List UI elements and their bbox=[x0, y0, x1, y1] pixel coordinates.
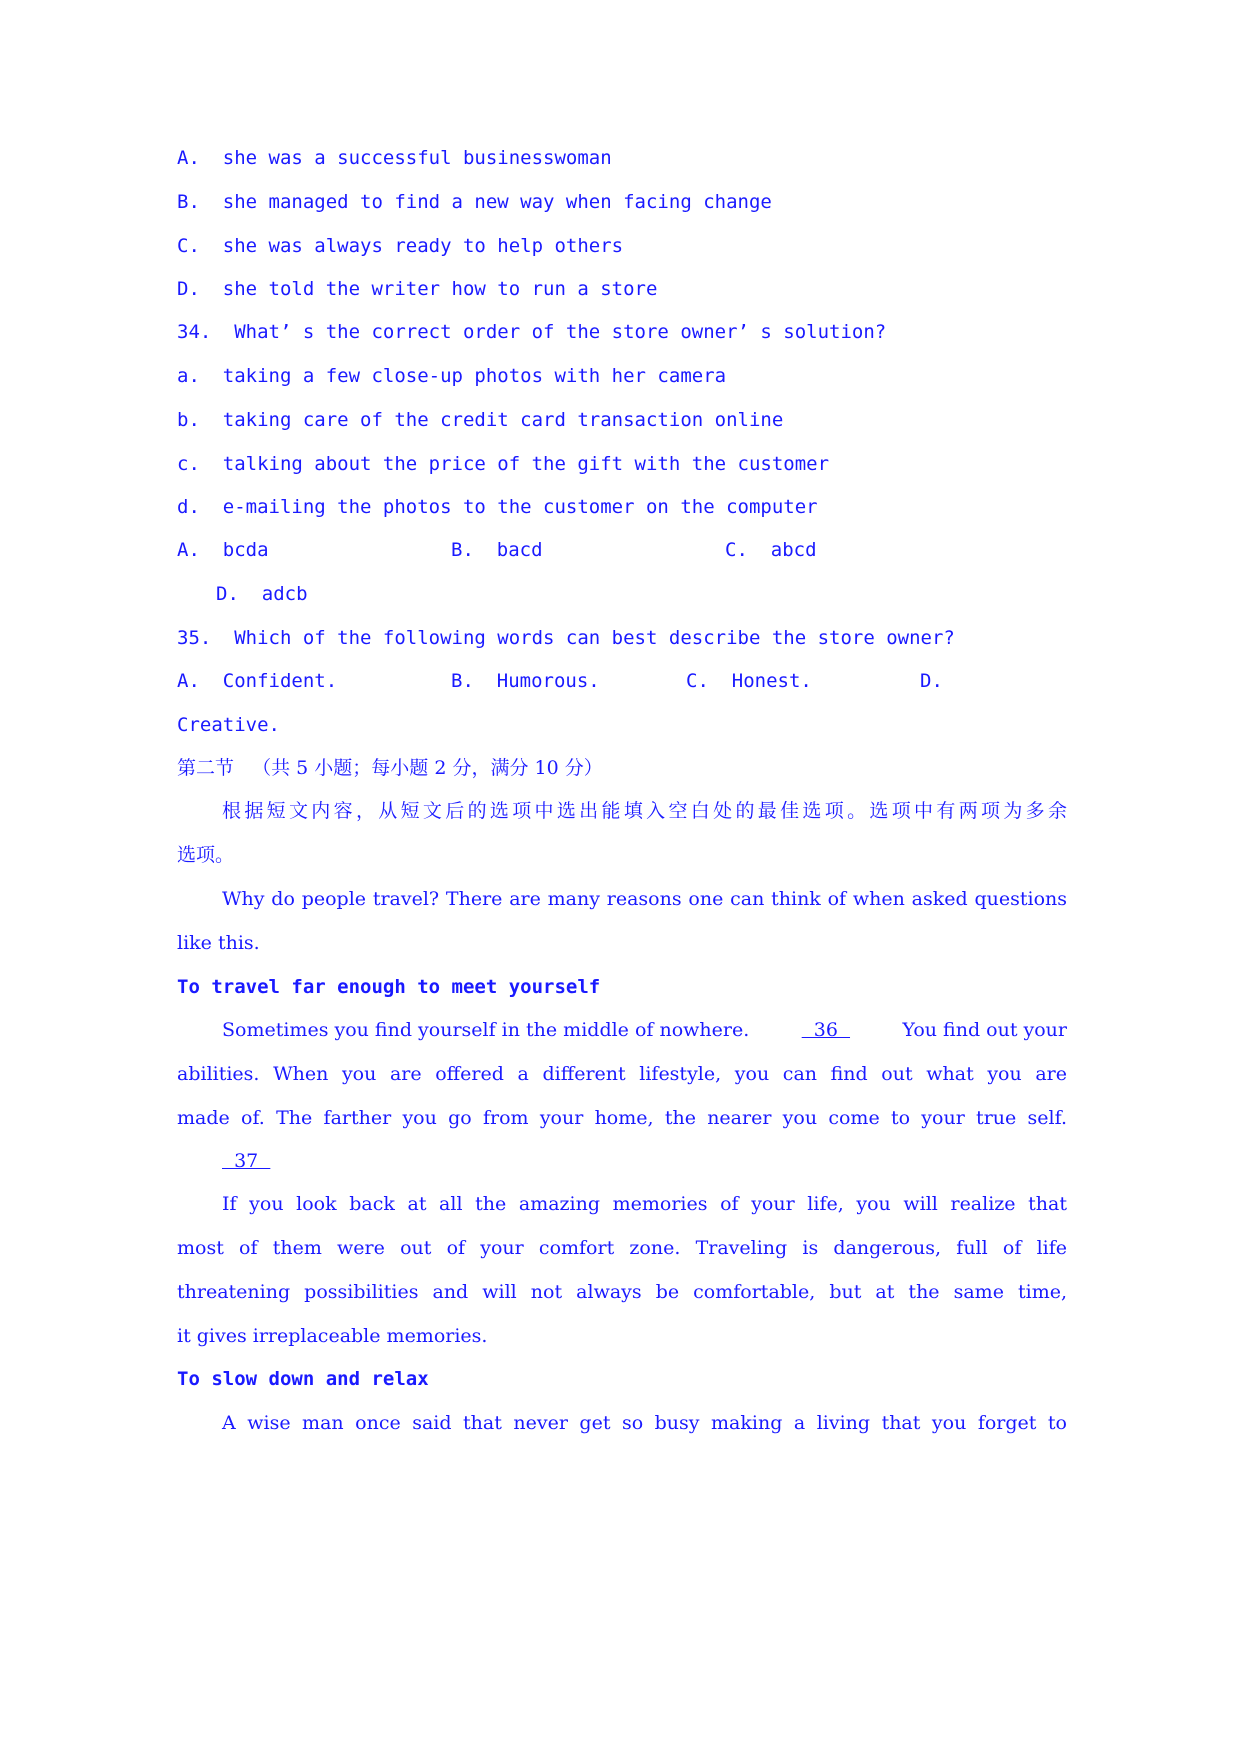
section-title: 第二节 （共 5 小题；每小题 2 分，满分 10 分） bbox=[177, 757, 603, 779]
q34-step-c: c. talking about the price of the gift with the customer bbox=[177, 453, 830, 475]
paragraph-2-line-2: most of them were out of your comfort zone. Traveling is dangerous, full of life bbox=[177, 1237, 1067, 1259]
paragraph-1-line-2: abilities. When you are offered a different lifestyle, you can find out what you are bbox=[177, 1063, 1067, 1085]
blank-36: 36 bbox=[801, 1019, 851, 1041]
q34-step-d: d. e-mailing the photos to the customer on the computer bbox=[177, 496, 818, 518]
q35-option-d-text: Creative. bbox=[177, 714, 280, 736]
q35-option-c: C. Honest. bbox=[686, 670, 812, 692]
q34-option-a: A. bcda bbox=[177, 539, 269, 561]
q34-option-d: D. adcb bbox=[216, 583, 308, 605]
passage-heading-1: To travel far enough to meet yourself bbox=[177, 976, 601, 998]
q35-option-b: B. Humorous. bbox=[451, 670, 600, 692]
paragraph-2-line-1: If you look back at all the amazing memories of your life, you will realize that bbox=[222, 1193, 1067, 1215]
paragraph-2-line-4: it gives irreplaceable memories. bbox=[177, 1325, 488, 1347]
q35-option-d: D. bbox=[920, 670, 943, 692]
paragraph-1-line-3: made of. The farther you go from your home, the nearer you come to your true self. bbox=[177, 1107, 1067, 1129]
q33-option-b: B. she managed to find a new way when facing change bbox=[177, 191, 772, 213]
passage-heading-2: To slow down and relax bbox=[177, 1368, 429, 1390]
q33-option-c: C. she was always ready to help others bbox=[177, 235, 624, 257]
paragraph-3-line-1: A wise man once said that never get so busy making a living that you forget to bbox=[222, 1412, 1067, 1434]
passage-intro: Why do people travel? There are many reasons one can think of when asked questions bbox=[222, 888, 1067, 910]
blank-37: 37 bbox=[222, 1150, 271, 1172]
paragraph-2-line-3: threatening possibilities and will not always be comfortable, but at the same time, bbox=[177, 1281, 1067, 1303]
section-instruction-cont: 选项。 bbox=[177, 844, 235, 866]
q35-option-a: A. Confident. bbox=[177, 670, 338, 692]
q35-stem: 35. Which of the following words can best describe the store owner? bbox=[177, 627, 955, 649]
q33-option-a: A. she was a successful businesswoman bbox=[177, 147, 612, 169]
q34-step-b: b. taking care of the credit card transaction online bbox=[177, 409, 784, 431]
q34-stem: 34. What’ s the correct order of the store owner’ s solution? bbox=[177, 321, 887, 343]
paragraph-text: You find out your bbox=[902, 1019, 1067, 1041]
q34-step-a: a. taking a few close-up photos with her camera bbox=[177, 365, 727, 387]
q33-option-d: D. she told the writer how to run a store bbox=[177, 278, 658, 300]
paragraph-text: Sometimes you find yourself in the middle of nowhere. bbox=[222, 1019, 750, 1041]
passage-intro-cont: like this. bbox=[177, 932, 260, 954]
q34-option-c: C. abcd bbox=[725, 539, 817, 561]
q34-option-b: B. bacd bbox=[451, 539, 543, 561]
paragraph-1-line-1 bbox=[222, 1018, 1067, 1042]
section-instruction: 根据短文内容，从短文后的选项中选出能填入空白处的最佳选项。选项中有两项为多余 bbox=[222, 800, 1067, 822]
